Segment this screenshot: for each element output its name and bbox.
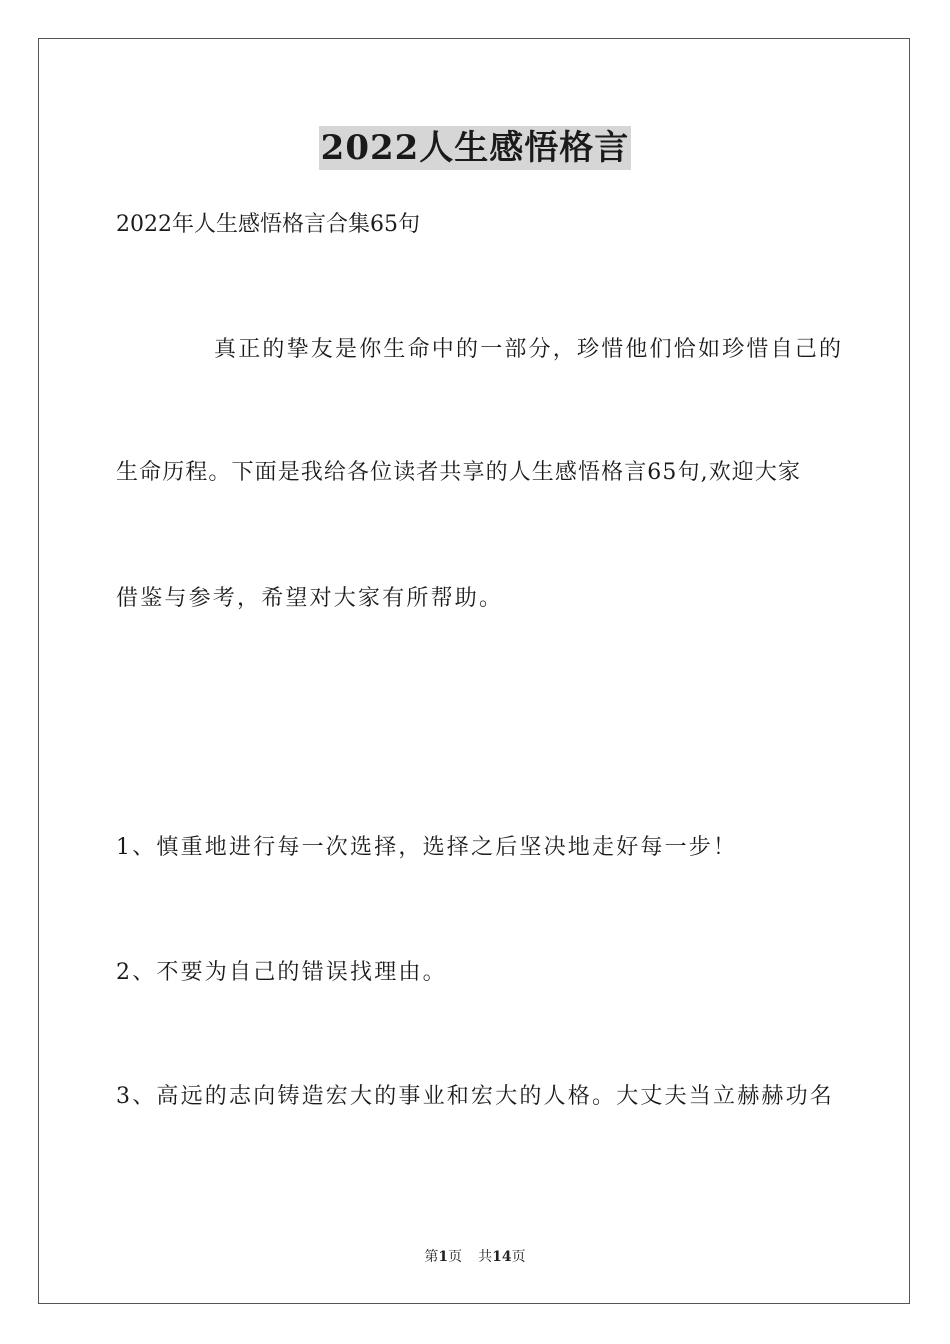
document-subtitle: 2022年人生感悟格言合集65句 (116, 212, 420, 237)
title-container (0, 126, 950, 170)
document-title: 2022人生感悟格言 (320, 128, 630, 168)
page-footer (0, 1248, 950, 1266)
page-number: 1 (438, 1249, 449, 1265)
total-suffix: 页 (511, 1249, 526, 1265)
intro-line: 生命历程。下面是我给各位读者共享的人生感悟格言65句,欢迎大家 (116, 460, 802, 485)
quote-item: 1、慎重地进行每一次选择，选择之后坚决地走好每一步！ (116, 835, 738, 860)
intro-line: 借鉴与参考，希望对大家有所帮助。 (116, 586, 504, 611)
page-prefix: 第 (424, 1249, 439, 1265)
intro-line: 真正的挚友是你生命中的一部分，珍惜他们恰如珍惜自己的 (214, 337, 844, 362)
total-pages: 14 (492, 1249, 512, 1265)
quote-item: 3、高远的志向铸造宏大的事业和宏大的人格。大丈夫当立赫赫功名 (116, 1084, 834, 1109)
page-suffix: 页 (448, 1249, 463, 1265)
quote-item: 2、不要为自己的错误找理由。 (116, 960, 447, 985)
total-prefix: 共 (478, 1249, 493, 1265)
